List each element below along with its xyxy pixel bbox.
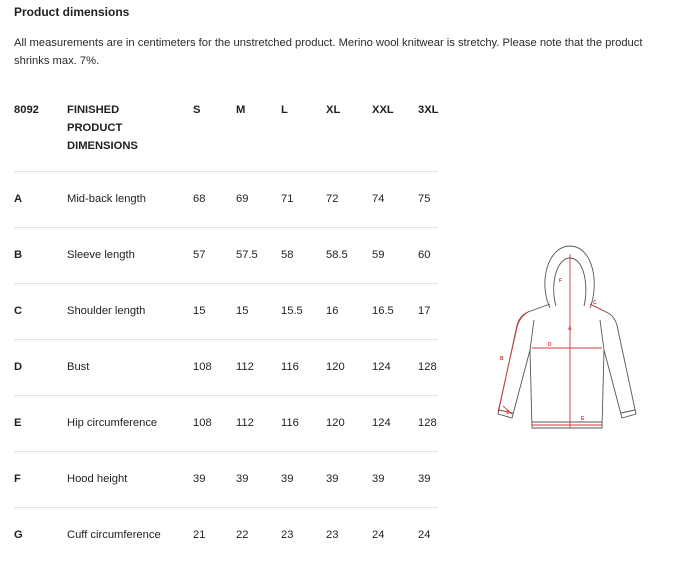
cell-m: 15 [236, 305, 249, 317]
row-label: Mid-back length [67, 193, 146, 205]
cell-s: 57 [193, 249, 206, 261]
cell-s: 108 [193, 417, 212, 429]
size-table [14, 98, 438, 563]
row-code: B [14, 249, 23, 261]
cell-3xl: 60 [418, 249, 431, 261]
table-row [14, 508, 438, 563]
right-sleeve-seam [600, 320, 604, 350]
row-label: Bust [67, 361, 90, 373]
cell-m: 69 [236, 193, 249, 205]
measure-line-b [498, 312, 528, 412]
cell-xl: 120 [326, 417, 345, 429]
cell-m: 22 [236, 529, 249, 541]
cell-3xl: 17 [418, 305, 431, 317]
cell-xxl: 16.5 [372, 305, 394, 317]
cell-xl: 72 [326, 193, 339, 205]
intro-text: All measurements are in centimeters for the unstretched product. Merino wool knitwear is stretchy. Please note that the product shrinks max. 7%. [14, 37, 643, 67]
row-label: Cuff circumference [67, 529, 161, 541]
row-code: F [14, 473, 21, 485]
label-g: G [506, 410, 510, 416]
cell-m: 39 [236, 473, 249, 485]
cell-s: 39 [193, 473, 206, 485]
label-b: B [500, 356, 504, 362]
header-article-number: 8092 [14, 104, 39, 116]
header-size-xl: XL [326, 104, 341, 116]
label-e: E [581, 416, 585, 422]
cell-l: 116 [281, 361, 299, 373]
row-label: Sleeve length [67, 249, 135, 261]
table-row [14, 340, 438, 396]
cell-l: 15.5 [281, 305, 303, 317]
label-a: A [568, 326, 572, 332]
row-label: Hip circumference [67, 417, 158, 429]
row-code: E [14, 417, 22, 429]
table-row [14, 396, 438, 452]
row-code: C [14, 305, 23, 317]
header-size-3xl: 3XL [418, 104, 439, 116]
table-row [14, 228, 438, 284]
header-size-xxl: XXL [372, 104, 394, 116]
cell-3xl: 128 [418, 417, 437, 429]
right-cuff-line [621, 410, 635, 413]
cell-xxl: 39 [372, 473, 385, 485]
cell-xl: 120 [326, 361, 345, 373]
label-c: C [593, 300, 597, 306]
row-code: A [14, 193, 23, 205]
table-header-row [14, 98, 438, 172]
header-size-l: L [281, 104, 288, 116]
cell-xl: 23 [326, 529, 339, 541]
cell-xl: 39 [326, 473, 339, 485]
cell-3xl: 24 [418, 529, 431, 541]
cell-xxl: 59 [372, 249, 385, 261]
header-size-m: M [236, 104, 246, 116]
cell-l: 71 [281, 193, 294, 205]
page-title: Product dimensions [14, 5, 130, 19]
cell-xxl: 74 [372, 193, 385, 205]
header-size-s: S [193, 104, 201, 116]
cell-l: 58 [281, 249, 294, 261]
cell-xxl: 124 [372, 417, 391, 429]
cell-m: 112 [236, 417, 254, 429]
cell-s: 21 [193, 529, 206, 541]
cell-3xl: 39 [418, 473, 431, 485]
cell-xl: 58.5 [326, 249, 348, 261]
header-dimensions: FINISHED PRODUCT DIMENSIONS [67, 104, 138, 152]
cell-xxl: 124 [372, 361, 391, 373]
label-f: F [559, 278, 563, 284]
row-label: Shoulder length [67, 305, 146, 317]
cell-xxl: 24 [372, 529, 385, 541]
cell-s: 108 [193, 361, 212, 373]
cell-m: 112 [236, 361, 254, 373]
hoodie-measurement-diagram [494, 242, 640, 434]
row-code: D [14, 361, 23, 373]
row-label: Hood height [67, 473, 128, 485]
cell-s: 15 [193, 305, 206, 317]
cell-l: 23 [281, 529, 294, 541]
cell-3xl: 75 [418, 193, 431, 205]
cell-xl: 16 [326, 305, 339, 317]
cell-l: 39 [281, 473, 294, 485]
cell-m: 57.5 [236, 249, 258, 261]
cell-l: 116 [281, 417, 299, 429]
row-code: G [14, 529, 23, 541]
left-sleeve-seam [530, 320, 534, 350]
table-row [14, 172, 438, 228]
table-row [14, 452, 438, 508]
label-d: D [548, 342, 552, 348]
cell-s: 68 [193, 193, 206, 205]
table-row [14, 284, 438, 340]
cell-3xl: 128 [418, 361, 437, 373]
